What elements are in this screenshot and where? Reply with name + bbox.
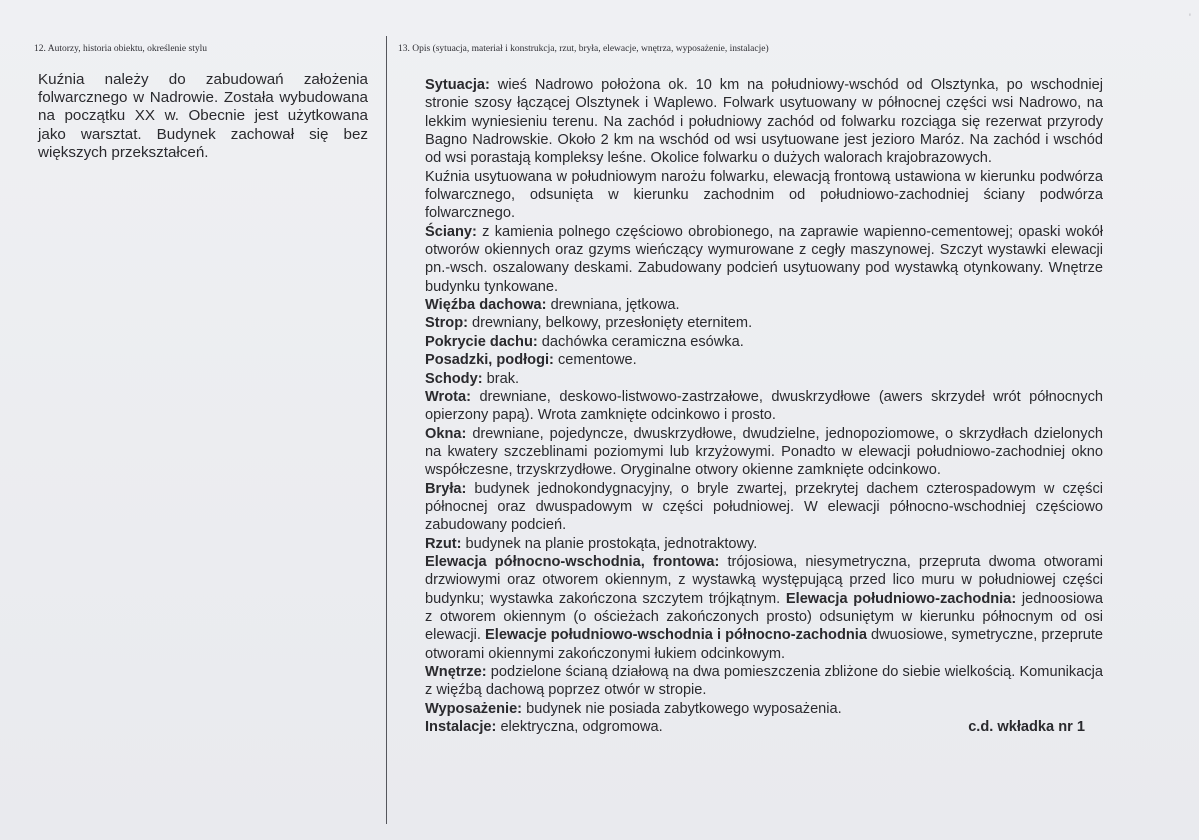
section-text: wieś Nadrowo położona ok. 10 km na południowy-wschód od Olsztynka, po wschodniej stronie szosy łączącej Olsztynek i Waplewo. Folwark usytuowany w północnej części wsi Nadrowo, na lekkim wyniesieniu terenu. Na zachód i południowy zachód od folwarku rozciąga się rezerwat przyrody Bagno Nadrowskie. Około 2 km na wschód od wsi usytuowane jest jezioro Maróz. Na zachód i wschód od wsi porastają kompleksy leśne. Okolice folwarku o dużych walorach krajobrazowych. bbox=[425, 77, 1103, 167]
section-text: drewniane, pojedyncze, dwuskrzydłowe, dwudzielne, jednopoziomowe, o skrzydłach dzielonych na kwatery szczeblinami poziomymi lub krzyżowymi. Ponadto w elewacji południowo-zachodniej okno współczesne, trzyskrzydłowe. Oryginalne otwory okienne zamknięte odcinkowo. bbox=[425, 425, 1103, 479]
section-label: Wrota: bbox=[425, 388, 471, 405]
section-roof-truss bbox=[425, 296, 1103, 314]
description-body bbox=[425, 76, 1103, 736]
section-text: budynek jednokondygnacyjny, o bryle zwartej, przekrytej dachem czterospadowym w części północnej oraz dwuspadowym w części południowej. W elewacji północno-wschodniej częściowo zabudowany podcień. bbox=[425, 480, 1103, 534]
continuation-note: c.d. wkładka nr 1 bbox=[968, 719, 1085, 736]
section-plan bbox=[425, 535, 1103, 553]
section-gates bbox=[425, 388, 1103, 425]
section-label: Pokrycie dachu: bbox=[425, 333, 538, 350]
section-label: Rzut: bbox=[425, 535, 462, 552]
section-label: Elewacja południowo-zachodnia: bbox=[785, 590, 1017, 607]
section-stairs bbox=[425, 370, 1103, 388]
section-furnishings bbox=[425, 700, 1103, 718]
section-text: drewniane, deskowo-listwowo-zastrzałowe, dwuskrzydłowe (awers skrzydeł wrót północnych opierzony papą). Wrota zamknięte odcinkowo i prosto. bbox=[425, 388, 1103, 424]
section-label: Elewacja północno-wschodnia, frontowa: bbox=[425, 553, 720, 570]
section-text: brak. bbox=[482, 370, 520, 387]
section-text: budynek na planie prostokąta, jednotraktowy. bbox=[461, 535, 758, 552]
section-walls bbox=[425, 223, 1103, 296]
section-elevations bbox=[425, 553, 1103, 663]
left-column-header: 12. Autorzy, historia obiektu, określenie stylu bbox=[34, 44, 207, 54]
section-situation bbox=[425, 76, 1103, 168]
section-text: podzielone ścianą działową na dwa pomieszczenia zbliżone do siebie wielkością. Komunikacja z więźbą dachową poprzez otwór w stropie. bbox=[425, 664, 1103, 699]
section-label: Bryła: bbox=[425, 480, 467, 497]
installations-line bbox=[425, 718, 663, 736]
section-text: elektryczna, odgromowa. bbox=[496, 719, 663, 736]
section-text: drewniany, belkowy, przesłonięty eternitem. bbox=[467, 315, 753, 332]
section-label: Instalacje: bbox=[425, 719, 497, 736]
section-label: Wyposażenie: bbox=[425, 700, 523, 717]
section-label: Sytuacja: bbox=[425, 77, 490, 93]
section-label: Strop: bbox=[425, 315, 468, 332]
section-floors bbox=[425, 351, 1103, 369]
section-text: dwuosiowe, symetryczne, przeprute otworami okiennymi zakończonymi łukiem odcinkowym. bbox=[425, 627, 1104, 662]
section-roofing bbox=[425, 333, 1103, 351]
section-label: Więźba dachowa: bbox=[425, 297, 547, 314]
section-text: cementowe. bbox=[553, 352, 637, 369]
section-text: budynek nie posiada zabytkowego wyposażenia. bbox=[522, 700, 842, 717]
section-text: jednoosiowa z otworem okiennym (o ościeżach zakończonych prosto) odsuniętym w kierunku północnym od osi elewacji. bbox=[425, 590, 1103, 644]
section-label: Elewacje południowo-wschodnia i północno-zachodnia bbox=[485, 627, 867, 644]
section-text: dachówka ceramiczna esówka. bbox=[537, 333, 744, 350]
section-label: Posadzki, podłogi: bbox=[425, 352, 554, 369]
section-label: Wnętrze: bbox=[425, 664, 487, 680]
section-windows bbox=[425, 425, 1103, 480]
section-text: drewniana, jętkowa. bbox=[546, 297, 680, 314]
section-label: Schody: bbox=[425, 370, 483, 387]
section-interior bbox=[425, 663, 1103, 700]
section-massing bbox=[425, 480, 1103, 535]
corner-mark: ' bbox=[1188, 12, 1191, 24]
section-text: trójosiowa, niesymetryczna, przepruta dwoma otworami drzwiowymi oraz otworem okiennym, z wystawką występującą przed lico muru w południowej części budynku; wystawka zakończona szczytem trójkątnym. bbox=[425, 553, 1103, 607]
section-location bbox=[425, 168, 1103, 223]
section-text: z kamienia polnego częściowo obrobionego, na zaprawie wapienno-cementowej; opaski wokół otworów okiennych oraz gzyms wieńczący wymurowane z cegły maszynowej. Szczyt wystawki elewacji pn.-wsch. oszalowany deskami. Zabudowany podcień usytuowany pod wystawką otynkowany. Wnętrze budynku tynkowane. bbox=[425, 223, 1103, 295]
section-installations bbox=[425, 718, 1103, 736]
section-label: Ściany: bbox=[425, 223, 477, 240]
section-ceiling bbox=[425, 314, 1103, 332]
section-label: Okna: bbox=[425, 425, 467, 442]
right-column-header: 13. Opis (sytuacja, materiał i konstrukcja, rzut, bryła, elewacje, wnętrza, wyposażenie, instalacje) bbox=[398, 44, 769, 54]
section-text: Kuźnia usytuowana w południowym narożu folwarku, elewacją frontową ustawiona w kierunku podwórza folwarcznego, odsunięta w kierunku zachodnim od południowo-zachodniej ściany podwórza folwarcznego. bbox=[425, 168, 1103, 222]
history-paragraph: Kuźnia należy do zabudowań założenia folwarcznego w Nadrowie. Została wybudowana na początku XX w. Obecnie jest użytkowana jako warsztat. Budynek zachował się bez większych przekształceń. bbox=[38, 71, 368, 161]
column-divider bbox=[386, 36, 387, 824]
